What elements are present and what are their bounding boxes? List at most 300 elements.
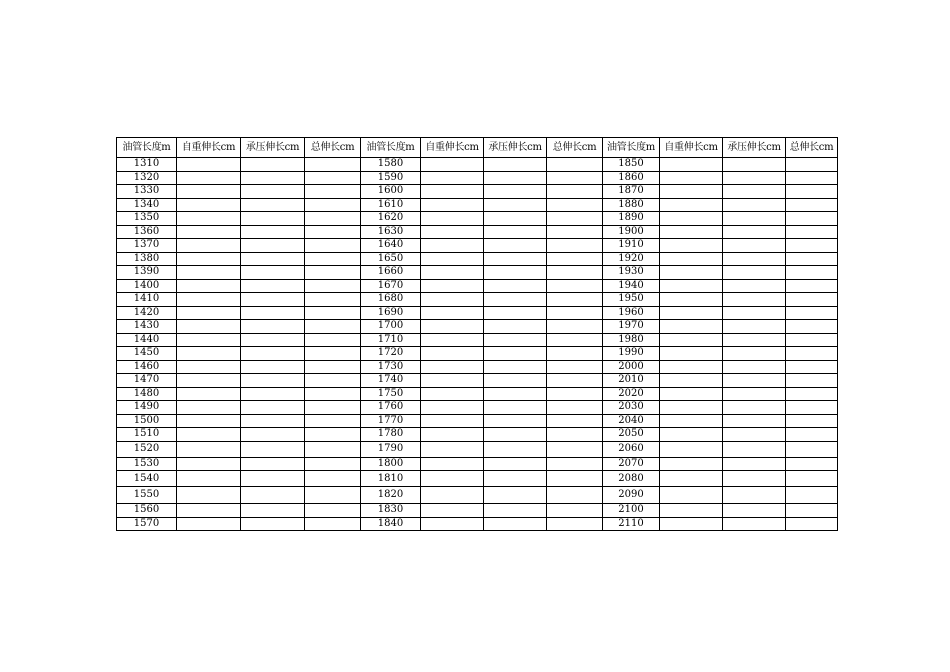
- total-elongation-cell[interactable]: [547, 185, 603, 199]
- self-weight-elongation-cell[interactable]: [660, 279, 723, 293]
- total-elongation-cell[interactable]: [786, 387, 838, 401]
- table-row: [117, 457, 838, 471]
- self-weight-elongation-cell[interactable]: [421, 441, 484, 457]
- table-row: [117, 212, 838, 226]
- table-row: [117, 401, 838, 415]
- total-elongation-cell[interactable]: [547, 266, 603, 280]
- total-elongation-cell[interactable]: [305, 487, 361, 504]
- tube-length-cell: 1820: [361, 487, 421, 504]
- pressure-elongation-cell[interactable]: [723, 239, 786, 253]
- tube-length-cell: 1390: [117, 266, 177, 280]
- self-weight-elongation-cell[interactable]: [660, 266, 723, 280]
- pressure-elongation-cell[interactable]: [241, 387, 305, 401]
- total-elongation-cell[interactable]: [305, 279, 361, 293]
- self-weight-elongation-cell[interactable]: [421, 517, 484, 531]
- total-elongation-cell[interactable]: [547, 428, 603, 442]
- pressure-elongation-cell[interactable]: [723, 212, 786, 226]
- pressure-elongation-cell[interactable]: [241, 374, 305, 388]
- total-elongation-cell[interactable]: [786, 517, 838, 531]
- pressure-elongation-cell[interactable]: [241, 279, 305, 293]
- pressure-elongation-cell[interactable]: [241, 333, 305, 347]
- pressure-elongation-cell[interactable]: [723, 360, 786, 374]
- pressure-elongation-cell[interactable]: [484, 387, 547, 401]
- table-row: [117, 504, 838, 518]
- self-weight-elongation-cell[interactable]: [177, 441, 241, 457]
- total-elongation-cell[interactable]: [786, 279, 838, 293]
- total-elongation-cell[interactable]: [786, 198, 838, 212]
- self-weight-elongation-cell[interactable]: [177, 293, 241, 307]
- pressure-elongation-cell[interactable]: [723, 387, 786, 401]
- pressure-elongation-cell[interactable]: [484, 471, 547, 487]
- total-elongation-cell[interactable]: [786, 428, 838, 442]
- total-elongation-cell[interactable]: [547, 158, 603, 172]
- self-weight-elongation-cell[interactable]: [177, 266, 241, 280]
- tube-length-cell: 1650: [361, 252, 421, 266]
- self-weight-elongation-cell[interactable]: [177, 279, 241, 293]
- total-elongation-cell[interactable]: [547, 252, 603, 266]
- self-weight-elongation-cell[interactable]: [177, 471, 241, 487]
- self-weight-elongation-cell[interactable]: [660, 441, 723, 457]
- pressure-elongation-cell[interactable]: [484, 171, 547, 185]
- total-elongation-cell[interactable]: [547, 333, 603, 347]
- pressure-elongation-cell[interactable]: [484, 401, 547, 415]
- total-elongation-cell[interactable]: [786, 347, 838, 361]
- total-elongation-cell[interactable]: [547, 387, 603, 401]
- column-header: 自重伸长cm: [177, 138, 241, 158]
- total-elongation-cell[interactable]: [786, 504, 838, 518]
- total-elongation-cell[interactable]: [786, 266, 838, 280]
- self-weight-elongation-cell[interactable]: [177, 428, 241, 442]
- pressure-elongation-cell[interactable]: [241, 360, 305, 374]
- self-weight-elongation-cell[interactable]: [660, 185, 723, 199]
- self-weight-elongation-cell[interactable]: [421, 212, 484, 226]
- tube-length-cell: 1600: [361, 185, 421, 199]
- pressure-elongation-cell[interactable]: [484, 414, 547, 428]
- total-elongation-cell[interactable]: [547, 347, 603, 361]
- pressure-elongation-cell[interactable]: [241, 185, 305, 199]
- pressure-elongation-cell[interactable]: [723, 252, 786, 266]
- pressure-elongation-cell[interactable]: [484, 198, 547, 212]
- pressure-elongation-cell[interactable]: [241, 198, 305, 212]
- pressure-elongation-cell[interactable]: [241, 158, 305, 172]
- pressure-elongation-cell[interactable]: [484, 457, 547, 471]
- pressure-elongation-cell[interactable]: [484, 333, 547, 347]
- self-weight-elongation-cell[interactable]: [421, 306, 484, 320]
- total-elongation-cell[interactable]: [786, 306, 838, 320]
- pressure-elongation-cell[interactable]: [484, 517, 547, 531]
- table-row: [117, 414, 838, 428]
- table-body: [117, 158, 838, 531]
- total-elongation-cell[interactable]: [305, 471, 361, 487]
- pressure-elongation-cell[interactable]: [723, 414, 786, 428]
- self-weight-elongation-cell[interactable]: [421, 293, 484, 307]
- total-elongation-cell[interactable]: [786, 212, 838, 226]
- self-weight-elongation-cell[interactable]: [421, 360, 484, 374]
- self-weight-elongation-cell[interactable]: [177, 158, 241, 172]
- total-elongation-cell[interactable]: [305, 504, 361, 518]
- pressure-elongation-cell[interactable]: [484, 225, 547, 239]
- pressure-elongation-cell[interactable]: [723, 401, 786, 415]
- column-header: 自重伸长cm: [421, 138, 484, 158]
- self-weight-elongation-cell[interactable]: [421, 471, 484, 487]
- self-weight-elongation-cell[interactable]: [421, 225, 484, 239]
- total-elongation-cell[interactable]: [786, 401, 838, 415]
- pressure-elongation-cell[interactable]: [241, 401, 305, 415]
- total-elongation-cell[interactable]: [547, 239, 603, 253]
- tube-length-cell: 1360: [117, 225, 177, 239]
- pressure-elongation-cell[interactable]: [241, 441, 305, 457]
- self-weight-elongation-cell[interactable]: [177, 212, 241, 226]
- pressure-elongation-cell[interactable]: [484, 374, 547, 388]
- self-weight-elongation-cell[interactable]: [660, 239, 723, 253]
- self-weight-elongation-cell[interactable]: [421, 401, 484, 415]
- tube-length-cell: 1940: [603, 279, 660, 293]
- self-weight-elongation-cell[interactable]: [660, 225, 723, 239]
- self-weight-elongation-cell[interactable]: [660, 374, 723, 388]
- tube-length-cell: 1840: [361, 517, 421, 531]
- total-elongation-cell[interactable]: [305, 158, 361, 172]
- pressure-elongation-cell[interactable]: [484, 487, 547, 504]
- self-weight-elongation-cell[interactable]: [421, 252, 484, 266]
- tube-length-cell: 1950: [603, 293, 660, 307]
- column-header: 承压伸长cm: [723, 138, 786, 158]
- table-row: [117, 266, 838, 280]
- pressure-elongation-cell[interactable]: [723, 487, 786, 504]
- tube-length-cell: 1430: [117, 320, 177, 334]
- total-elongation-cell[interactable]: [786, 171, 838, 185]
- tube-length-cell: 1780: [361, 428, 421, 442]
- self-weight-elongation-cell[interactable]: [177, 517, 241, 531]
- pressure-elongation-cell[interactable]: [723, 198, 786, 212]
- self-weight-elongation-cell[interactable]: [660, 401, 723, 415]
- self-weight-elongation-cell[interactable]: [177, 401, 241, 415]
- table-row: [117, 306, 838, 320]
- total-elongation-cell[interactable]: [786, 185, 838, 199]
- pressure-elongation-cell[interactable]: [241, 306, 305, 320]
- total-elongation-cell[interactable]: [305, 225, 361, 239]
- pressure-elongation-cell[interactable]: [723, 471, 786, 487]
- pressure-elongation-cell[interactable]: [723, 279, 786, 293]
- total-elongation-cell[interactable]: [786, 333, 838, 347]
- table-row: [117, 428, 838, 442]
- tube-length-cell: 1370: [117, 239, 177, 253]
- total-elongation-cell[interactable]: [547, 171, 603, 185]
- total-elongation-cell[interactable]: [786, 320, 838, 334]
- pressure-elongation-cell[interactable]: [241, 239, 305, 253]
- tube-length-cell: 1980: [603, 333, 660, 347]
- total-elongation-cell[interactable]: [547, 471, 603, 487]
- pressure-elongation-cell[interactable]: [723, 347, 786, 361]
- tube-length-cell: 1830: [361, 504, 421, 518]
- pressure-elongation-cell[interactable]: [723, 185, 786, 199]
- tube-length-cell: 1790: [361, 441, 421, 457]
- self-weight-elongation-cell[interactable]: [421, 374, 484, 388]
- total-elongation-cell[interactable]: [547, 441, 603, 457]
- total-elongation-cell[interactable]: [305, 414, 361, 428]
- self-weight-elongation-cell[interactable]: [177, 239, 241, 253]
- self-weight-elongation-cell[interactable]: [660, 158, 723, 172]
- table-row: [117, 441, 838, 457]
- self-weight-elongation-cell[interactable]: [177, 306, 241, 320]
- pressure-elongation-cell[interactable]: [484, 158, 547, 172]
- self-weight-elongation-cell[interactable]: [177, 225, 241, 239]
- self-weight-elongation-cell[interactable]: [421, 320, 484, 334]
- pressure-elongation-cell[interactable]: [484, 293, 547, 307]
- tube-length-cell: 1620: [361, 212, 421, 226]
- pressure-elongation-cell[interactable]: [723, 457, 786, 471]
- self-weight-elongation-cell[interactable]: [660, 504, 723, 518]
- self-weight-elongation-cell[interactable]: [660, 320, 723, 334]
- self-weight-elongation-cell[interactable]: [177, 171, 241, 185]
- tube-length-cell: 1710: [361, 333, 421, 347]
- column-header: 总伸长cm: [547, 138, 603, 158]
- tube-length-cell: 1890: [603, 212, 660, 226]
- pressure-elongation-cell[interactable]: [723, 225, 786, 239]
- self-weight-elongation-cell[interactable]: [421, 333, 484, 347]
- self-weight-elongation-cell[interactable]: [177, 374, 241, 388]
- self-weight-elongation-cell[interactable]: [177, 360, 241, 374]
- self-weight-elongation-cell[interactable]: [660, 333, 723, 347]
- pressure-elongation-cell[interactable]: [723, 158, 786, 172]
- self-weight-elongation-cell[interactable]: [421, 171, 484, 185]
- pressure-elongation-cell[interactable]: [241, 487, 305, 504]
- self-weight-elongation-cell[interactable]: [421, 279, 484, 293]
- total-elongation-cell[interactable]: [305, 185, 361, 199]
- total-elongation-cell[interactable]: [547, 401, 603, 415]
- total-elongation-cell[interactable]: [786, 471, 838, 487]
- total-elongation-cell[interactable]: [547, 293, 603, 307]
- total-elongation-cell[interactable]: [305, 428, 361, 442]
- pressure-elongation-cell[interactable]: [241, 428, 305, 442]
- pressure-elongation-cell[interactable]: [723, 293, 786, 307]
- pressure-elongation-cell[interactable]: [241, 252, 305, 266]
- self-weight-elongation-cell[interactable]: [660, 487, 723, 504]
- total-elongation-cell[interactable]: [786, 225, 838, 239]
- total-elongation-cell[interactable]: [786, 239, 838, 253]
- total-elongation-cell[interactable]: [305, 387, 361, 401]
- self-weight-elongation-cell[interactable]: [177, 320, 241, 334]
- pressure-elongation-cell[interactable]: [723, 428, 786, 442]
- total-elongation-cell[interactable]: [305, 306, 361, 320]
- total-elongation-cell[interactable]: [305, 441, 361, 457]
- pressure-elongation-cell[interactable]: [241, 504, 305, 518]
- pressure-elongation-cell[interactable]: [484, 252, 547, 266]
- total-elongation-cell[interactable]: [547, 374, 603, 388]
- self-weight-elongation-cell[interactable]: [660, 347, 723, 361]
- self-weight-elongation-cell[interactable]: [660, 471, 723, 487]
- pressure-elongation-cell[interactable]: [723, 441, 786, 457]
- tube-length-cell: 1470: [117, 374, 177, 388]
- self-weight-elongation-cell[interactable]: [177, 414, 241, 428]
- self-weight-elongation-cell[interactable]: [421, 266, 484, 280]
- tube-length-cell: 1330: [117, 185, 177, 199]
- pressure-elongation-cell[interactable]: [484, 279, 547, 293]
- tube-length-cell: 1640: [361, 239, 421, 253]
- pressure-elongation-cell[interactable]: [723, 517, 786, 531]
- total-elongation-cell[interactable]: [305, 171, 361, 185]
- self-weight-elongation-cell[interactable]: [660, 517, 723, 531]
- table-row: [117, 252, 838, 266]
- self-weight-elongation-cell[interactable]: [421, 198, 484, 212]
- total-elongation-cell[interactable]: [547, 487, 603, 504]
- self-weight-elongation-cell[interactable]: [177, 333, 241, 347]
- pressure-elongation-cell[interactable]: [484, 212, 547, 226]
- pressure-elongation-cell[interactable]: [241, 293, 305, 307]
- total-elongation-cell[interactable]: [305, 333, 361, 347]
- total-elongation-cell[interactable]: [305, 212, 361, 226]
- self-weight-elongation-cell[interactable]: [421, 428, 484, 442]
- self-weight-elongation-cell[interactable]: [660, 252, 723, 266]
- self-weight-elongation-cell[interactable]: [421, 457, 484, 471]
- pressure-elongation-cell[interactable]: [241, 457, 305, 471]
- self-weight-elongation-cell[interactable]: [421, 239, 484, 253]
- self-weight-elongation-cell[interactable]: [660, 293, 723, 307]
- total-elongation-cell[interactable]: [547, 225, 603, 239]
- self-weight-elongation-cell[interactable]: [660, 198, 723, 212]
- total-elongation-cell[interactable]: [305, 320, 361, 334]
- pressure-elongation-cell[interactable]: [241, 171, 305, 185]
- total-elongation-cell[interactable]: [305, 401, 361, 415]
- total-elongation-cell[interactable]: [547, 504, 603, 518]
- self-weight-elongation-cell[interactable]: [660, 306, 723, 320]
- pressure-elongation-cell[interactable]: [723, 504, 786, 518]
- pressure-elongation-cell[interactable]: [484, 185, 547, 199]
- total-elongation-cell[interactable]: [305, 457, 361, 471]
- self-weight-elongation-cell[interactable]: [421, 387, 484, 401]
- pressure-elongation-cell[interactable]: [484, 441, 547, 457]
- pressure-elongation-cell[interactable]: [241, 212, 305, 226]
- table-row: [117, 347, 838, 361]
- total-elongation-cell[interactable]: [305, 293, 361, 307]
- table-row: [117, 293, 838, 307]
- pressure-elongation-cell[interactable]: [484, 504, 547, 518]
- total-elongation-cell[interactable]: [305, 266, 361, 280]
- self-weight-elongation-cell[interactable]: [177, 347, 241, 361]
- self-weight-elongation-cell[interactable]: [421, 414, 484, 428]
- self-weight-elongation-cell[interactable]: [177, 198, 241, 212]
- tube-length-cell: 1310: [117, 158, 177, 172]
- pressure-elongation-cell[interactable]: [723, 306, 786, 320]
- total-elongation-cell[interactable]: [547, 306, 603, 320]
- pressure-elongation-cell[interactable]: [484, 428, 547, 442]
- pressure-elongation-cell[interactable]: [241, 347, 305, 361]
- pressure-elongation-cell[interactable]: [723, 171, 786, 185]
- self-weight-elongation-cell[interactable]: [177, 387, 241, 401]
- tube-length-cell: 1670: [361, 279, 421, 293]
- pressure-elongation-cell[interactable]: [241, 517, 305, 531]
- self-weight-elongation-cell[interactable]: [421, 158, 484, 172]
- total-elongation-cell[interactable]: [547, 414, 603, 428]
- column-header: 承压伸长cm: [484, 138, 547, 158]
- tube-length-cell: 2080: [603, 471, 660, 487]
- self-weight-elongation-cell[interactable]: [660, 387, 723, 401]
- tube-length-cell: 1750: [361, 387, 421, 401]
- pressure-elongation-cell[interactable]: [484, 306, 547, 320]
- tube-length-cell: 1460: [117, 360, 177, 374]
- pressure-elongation-cell[interactable]: [241, 320, 305, 334]
- self-weight-elongation-cell[interactable]: [660, 360, 723, 374]
- total-elongation-cell[interactable]: [547, 360, 603, 374]
- total-elongation-cell[interactable]: [786, 457, 838, 471]
- total-elongation-cell[interactable]: [786, 293, 838, 307]
- table-row: [117, 387, 838, 401]
- tube-length-cell: 1540: [117, 471, 177, 487]
- self-weight-elongation-cell[interactable]: [660, 414, 723, 428]
- pressure-elongation-cell[interactable]: [484, 347, 547, 361]
- total-elongation-cell[interactable]: [786, 374, 838, 388]
- self-weight-elongation-cell[interactable]: [177, 185, 241, 199]
- total-elongation-cell[interactable]: [547, 212, 603, 226]
- total-elongation-cell[interactable]: [786, 158, 838, 172]
- self-weight-elongation-cell[interactable]: [177, 252, 241, 266]
- self-weight-elongation-cell[interactable]: [660, 171, 723, 185]
- self-weight-elongation-cell[interactable]: [421, 504, 484, 518]
- self-weight-elongation-cell[interactable]: [421, 185, 484, 199]
- tube-length-cell: 1960: [603, 306, 660, 320]
- pressure-elongation-cell[interactable]: [723, 266, 786, 280]
- table-row: [117, 171, 838, 185]
- total-elongation-cell[interactable]: [305, 347, 361, 361]
- total-elongation-cell[interactable]: [547, 198, 603, 212]
- pressure-elongation-cell[interactable]: [484, 360, 547, 374]
- total-elongation-cell[interactable]: [786, 360, 838, 374]
- table-row: [117, 517, 838, 531]
- pressure-elongation-cell[interactable]: [241, 225, 305, 239]
- oil-tube-elongation-table: [116, 137, 838, 531]
- total-elongation-cell[interactable]: [547, 517, 603, 531]
- tube-length-cell: 1320: [117, 171, 177, 185]
- self-weight-elongation-cell[interactable]: [660, 428, 723, 442]
- total-elongation-cell[interactable]: [305, 360, 361, 374]
- total-elongation-cell[interactable]: [305, 252, 361, 266]
- total-elongation-cell[interactable]: [786, 487, 838, 504]
- tube-length-cell: 1970: [603, 320, 660, 334]
- tube-length-cell: 1530: [117, 457, 177, 471]
- self-weight-elongation-cell[interactable]: [421, 487, 484, 504]
- pressure-elongation-cell[interactable]: [484, 239, 547, 253]
- pressure-elongation-cell[interactable]: [241, 471, 305, 487]
- table-row: [117, 239, 838, 253]
- self-weight-elongation-cell[interactable]: [660, 457, 723, 471]
- total-elongation-cell[interactable]: [786, 252, 838, 266]
- pressure-elongation-cell[interactable]: [241, 266, 305, 280]
- total-elongation-cell[interactable]: [786, 414, 838, 428]
- column-header: 油管长度m: [603, 138, 660, 158]
- pressure-elongation-cell[interactable]: [484, 320, 547, 334]
- pressure-elongation-cell[interactable]: [723, 320, 786, 334]
- pressure-elongation-cell[interactable]: [484, 266, 547, 280]
- total-elongation-cell[interactable]: [305, 239, 361, 253]
- total-elongation-cell[interactable]: [786, 441, 838, 457]
- pressure-elongation-cell[interactable]: [723, 333, 786, 347]
- column-header: 油管长度m: [361, 138, 421, 158]
- self-weight-elongation-cell[interactable]: [177, 504, 241, 518]
- total-elongation-cell[interactable]: [547, 320, 603, 334]
- self-weight-elongation-cell[interactable]: [421, 347, 484, 361]
- self-weight-elongation-cell[interactable]: [177, 457, 241, 471]
- self-weight-elongation-cell[interactable]: [177, 487, 241, 504]
- self-weight-elongation-cell[interactable]: [660, 212, 723, 226]
- total-elongation-cell[interactable]: [547, 279, 603, 293]
- total-elongation-cell[interactable]: [305, 198, 361, 212]
- total-elongation-cell[interactable]: [547, 457, 603, 471]
- total-elongation-cell[interactable]: [305, 517, 361, 531]
- tube-length-cell: 1410: [117, 293, 177, 307]
- total-elongation-cell[interactable]: [305, 374, 361, 388]
- pressure-elongation-cell[interactable]: [723, 374, 786, 388]
- tube-length-cell: 2100: [603, 504, 660, 518]
- pressure-elongation-cell[interactable]: [241, 414, 305, 428]
